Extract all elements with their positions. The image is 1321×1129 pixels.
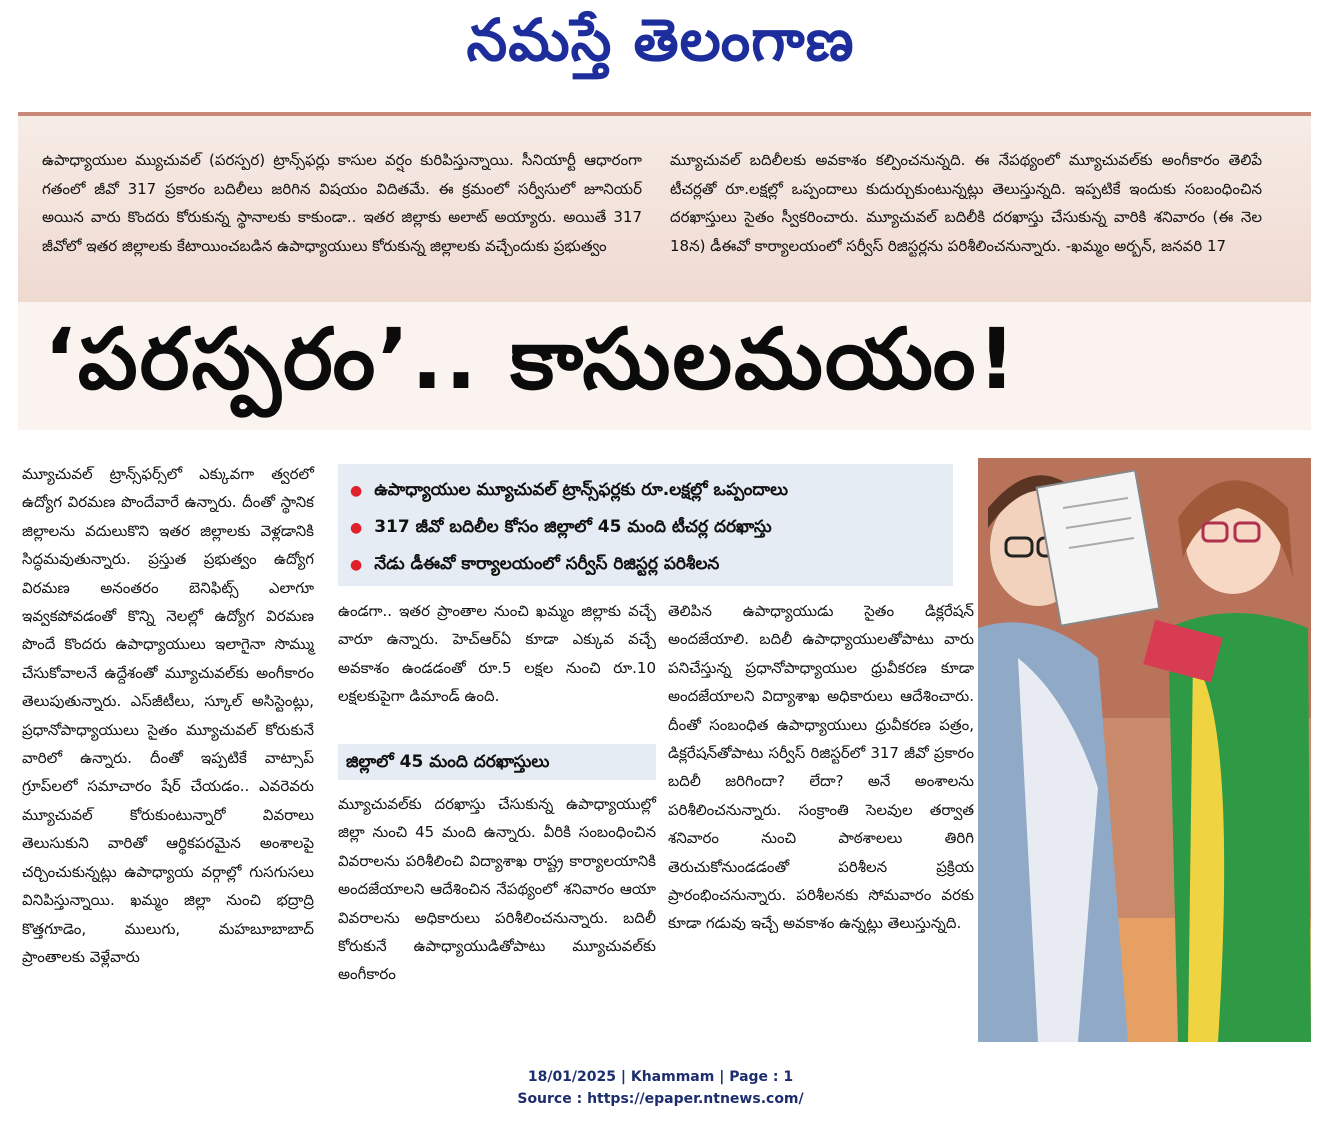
- headline: ‘పరస్పరం’.. కాసులమయం!: [44, 310, 1018, 408]
- intro-text-right: మ్యూచువల్ బదిలీలకు అవకాశం కల్పించనున్నది. ఈ నేపథ్యంలో మ్యూచువల్‌కు అంగీకారం తెలిపే టీచర్లతో రూ.లక్షల్లో ఒప్పందాలు కుదుర్చుకుంటున్నట్లు తెలుస్తున్నది. ఇప్పటికే ఇందుకు సంబంధించిన దరఖాస్తులు సైతం స్వీకరించారు. మ్యూచువల్ బదిలీకి దరఖాస్తు చేసుకున్న వారికి శనివారం (ఈ నెల 18న) డీఈవో కార్యాలయంలో సర్వీస్ రిజిస్టర్లను పరిశీలించనున్నారు. -ఖమ్మం అర్బన్, జనవరి 17: [670, 151, 1262, 255]
- intro-band: [18, 112, 1311, 306]
- bullet-icon: ●: [350, 483, 363, 499]
- highlight-item: ● ఉపాధ్యాయుల మ్యూచువల్ ట్రాన్స్‌ఫర్లకు రూ.లక్షల్లో ఒప్పందాలు: [350, 480, 789, 500]
- intro-text-left: ఉపాధ్యాయుల మ్యుచువల్ (పరస్పర) ట్రాన్స్‌ఫర్లు కాసుల వర్షం కురిపిస్తున్నాయి. సీనియార్టీ ఆధారంగా గతంలో జీవో 317 ప్రకారం బదిలీలు జరిగిన విషయం విదితమే. ఈ క్రమంలో సర్వీసులో జూనియర్ అయిన వారు కొందరు కోరుకున్న స్థానాలకు కాకుండా.. ఇతర జిల్లాకు అలాట్ అయ్యారు. అయితే 317 జీవోలో ఇతర జిల్లాలకు కేటాయించబడిన ఉపాధ్యాయులు కోరుకున్న జిల్లాలకు వచ్చేందుకు ప్రభుత్వం: [42, 151, 642, 255]
- body-column-2: ఉండగా.. ఇతర ప్రాంతాల నుంచి ఖమ్మం జిల్లాకు వచ్చే వారూ ఉన్నారు. హెచ్‌ఆర్‌ఏ కూడా ఎక్కువ వచ్చే అవకాశం ఉండడంతో రూ.5 లక్షల నుంచి రూ.10 లక్షలకుపైగా డిమాండ్ ఉంది.: [338, 602, 656, 706]
- body-column-3: తెలిపిన ఉపాధ్యాయుడు సైతం డిక్లరేషన్ అందజేయాలి. బదిలీ ఉపాధ్యాయులతోపాటు వారు పనిచేస్తున్న ప్రధానోపాధ్యాయుల ధ్రువీకరణ కూడా అందజేయాలని విద్యాశాఖ అధికారులు ఆదేశించారు. దీంతో సంబంధిత ఉపాధ్యాయులు ధ్రువీకరణ పత్రం, డిక్లరేషన్‌తోపాటు సర్వీస్ రిజిస్టర్‌లో 317 జీవో ప్రకారం బదిలీ జరిగిందా? లేదా? అనే అంశాలను పరిశీలించనున్నారు. సంక్రాంతి సెలవుల తర్వాత శనివారం నుంచి పాఠశాలలు తిరిగి తెరుచుకోనుండడంతో పరిశీలన ప్రక్రియ ప్రారంభించనున్నారు. పరిశీలనకు సోమవారం వరకు కూడా గడువు ఇచ్చే అవకాశం ఉన్నట్లు తెలుస్తున్నది.: [668, 602, 974, 933]
- highlights-box: [338, 464, 953, 586]
- source-link[interactable]: Source : https://epaper.ntnews.com/: [517, 1091, 804, 1107]
- subheading: జిల్లాలో 45 మంది దరఖాస్తులు: [338, 744, 656, 780]
- teachers-illustration: [978, 458, 1311, 1042]
- bullet-icon: ●: [350, 520, 363, 536]
- page-footer: [0, 1066, 1321, 1110]
- highlight-item: ● నేడు డీఈవో కార్యాలయంలో సర్వీస్ రిజిస్టర్ల పరిశీలన: [350, 554, 720, 574]
- headline-band: [18, 302, 1311, 430]
- bullet-icon: ●: [350, 557, 363, 573]
- newspaper-masthead: [0, 0, 1321, 96]
- news-article: [18, 112, 1311, 1042]
- body-column-1: మ్యూచువల్ ట్రాన్స్‌ఫర్స్‌లో ఎక్కువగా త్వరలో ఉద్యోగ విరమణ పొందేవారే ఉన్నారు. దీంతో స్థానిక జిల్లాలను వదులుకొని ఇతర జిల్లాలకు వెళ్లడానికి సిద్ధమవుతున్నారు. ప్రస్తుత ప్రభుత్వం ఉద్యోగ విరమణ అనంతరం బెనిఫిట్స్ ఎలాగూ ఇవ్వకపోవడంతో కొన్ని నెలల్లో ఉద్యోగ విరమణ పొందే కొందరు ఉపాధ్యాయులు ఇలాగైనా సొమ్ము చేసుకోవాలనే ఉద్దేశంతో మ్యూచువల్‌కు అంగీకారం తెలుపుతున్నారు. ఎస్‌జీటీలు, స్కూల్ అసిస్టెంట్లు, ప్రధానోపాధ్యాయులు సైతం మ్యూచువల్ కోరుకునే వారిలో ఉన్నారు. దీంతో ఇప్పటికే వాట్సాప్ గ్రూప్‌లలో సమాచారం షేర్ చేయడం.. ఎవరెవరు మ్యూచువల్ కోరుకుంటున్నారో వివరాలు తెలుసుకుని వారితో ఆర్థికపరమైన అంశాలపై చర్చించుకున్నట్లు ఉపాధ్యాయ వర్గాల్లో గుసగుసలు వినిపిస్తున్నాయి. ఖమ్మం జిల్లా నుంచి భద్రాద్రి కొత్తగూడెం, ములుగు, మహబూబాబాద్ ప్రాంతాలకు వెళ్లేవారు: [22, 465, 314, 966]
- highlight-item: ● 317 జీవో బదిలీల కోసం జిల్లాలో 45 మంది టీచర్ల దరఖాస్తు: [350, 517, 772, 537]
- body-column-2-continued: మ్యూచువల్‌కు దరఖాస్తు చేసుకున్న ఉపాధ్యాయుల్లో జిల్లా నుంచి 45 మంది ఉన్నారు. వీరికి సంబంధించిన వివరాలను పరిశీలించి విద్యాశాఖ రాష్ట్ర కార్యాలయానికి అందజేయాలని ఆదేశించిన నేపథ్యంలో శనివారం ఆయా వివరాలను అధికారులు పరిశీలించనున్నారు. బదిలీ కోరుకునే ఉపాధ్యాయుడితోపాటు మ్యూచువల్‌కు అంగీకారం: [338, 795, 656, 984]
- newspaper-title: నమస్తే తెలంగాణ: [466, 6, 855, 74]
- edition-info: 18/01/2025 | Khammam | Page : 1: [527, 1069, 794, 1085]
